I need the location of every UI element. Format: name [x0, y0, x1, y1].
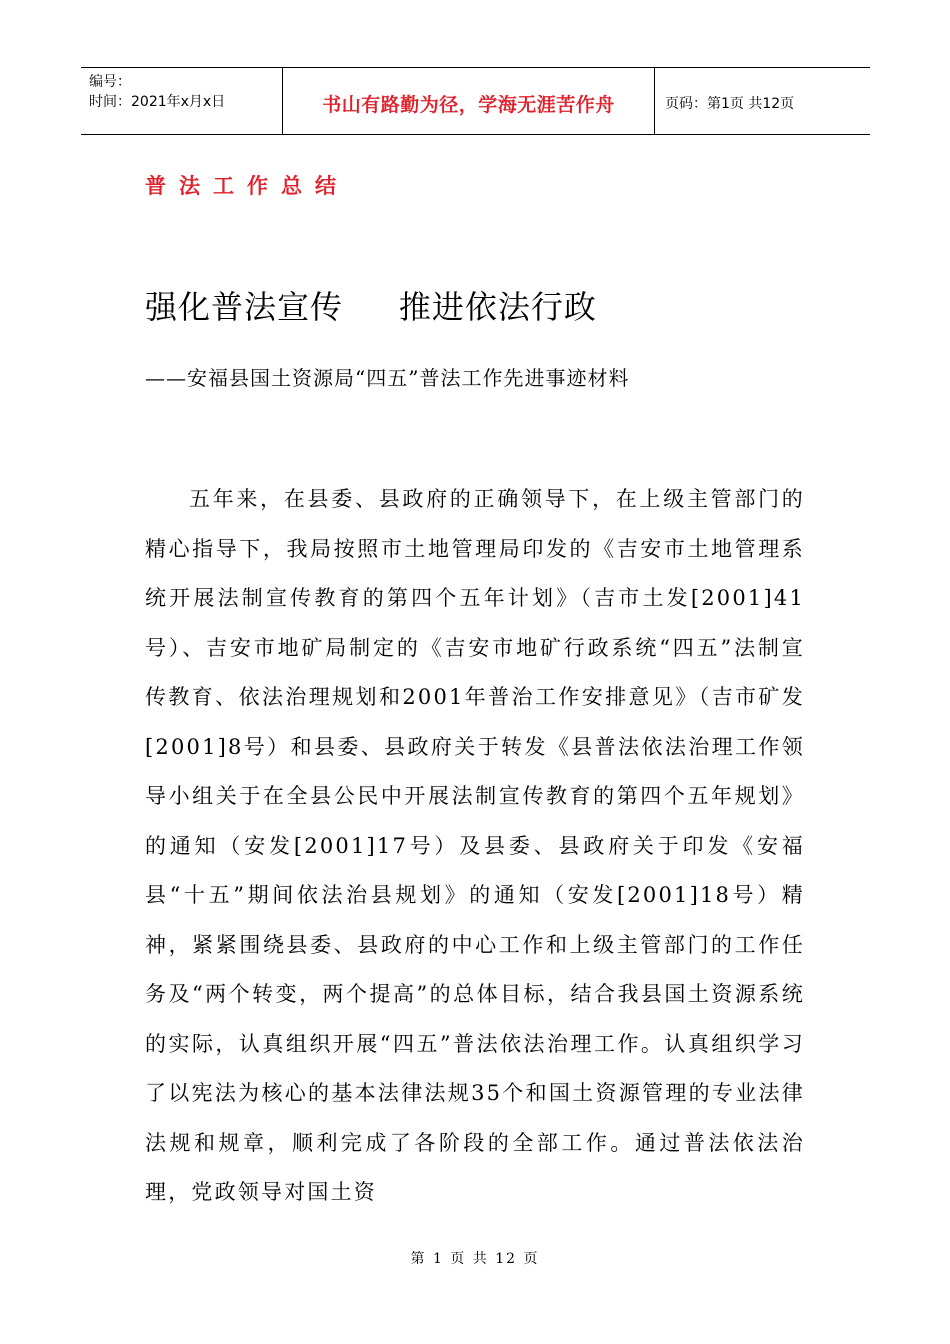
page-subtitle: ——安福县国土资源局“四五”普法工作先进事迹材料 — [145, 366, 630, 390]
document-number-label: 编号： — [89, 74, 131, 90]
document-time-label: 时间：2021年x月x日 — [89, 94, 226, 110]
page-title: 强化普法宣传 推进依法行政 — [145, 288, 597, 326]
page-footer: 第 1 页 共 12 页 — [410, 1251, 540, 1267]
header-page-info: 页码：第1页 共12页 — [665, 96, 795, 112]
header-left-cell — [81, 68, 282, 134]
body-paragraph: 五年来，在县委、县政府的正确领导下，在上级主管部门的精心指导下，我局按照市土地管理局印发的《吉安市土地管理系统开展法制宣传教育的第四个五年计划》（吉市土发[2001]41号）、吉安市地矿局制定的《吉安市地矿行政系统“四五”法制宣传教育、依法治理规划和2001年普治工作安排意见》（吉市矿发[2001]8号）和县委、县政府关于转发《县普法依法治理工作领导小组关于在全县公民中开展法制宣传教育的第四个五年规划》的通知（安发[2001]17号）及县委、县政府关于印发《安福县“十五”期间依法治县规划》的通知（安发[2001]18号）精神，紧紧围绕县委、县政府的中心工作和上级主管部门的工作任务及“两个转变，两个提高”的总体目标，结合我县国土资源系统的实际，认真组织开展“四五”普法依法治理工作。认真组织学习了以宪法为核心的基本法律法规35个和国土资源管理的专业法律法规和规章，顺利完成了各阶段的全部工作。通过普法依法治理，党政领导对国土资 — [145, 487, 805, 1204]
header-middle-cell — [282, 68, 655, 134]
document-type-label: 普法工作总结 — [145, 174, 349, 198]
header-motto: 书山有路勤为径，学海无涯苦作舟 — [322, 93, 615, 116]
header-table — [81, 67, 870, 135]
header-right-cell — [655, 68, 870, 134]
